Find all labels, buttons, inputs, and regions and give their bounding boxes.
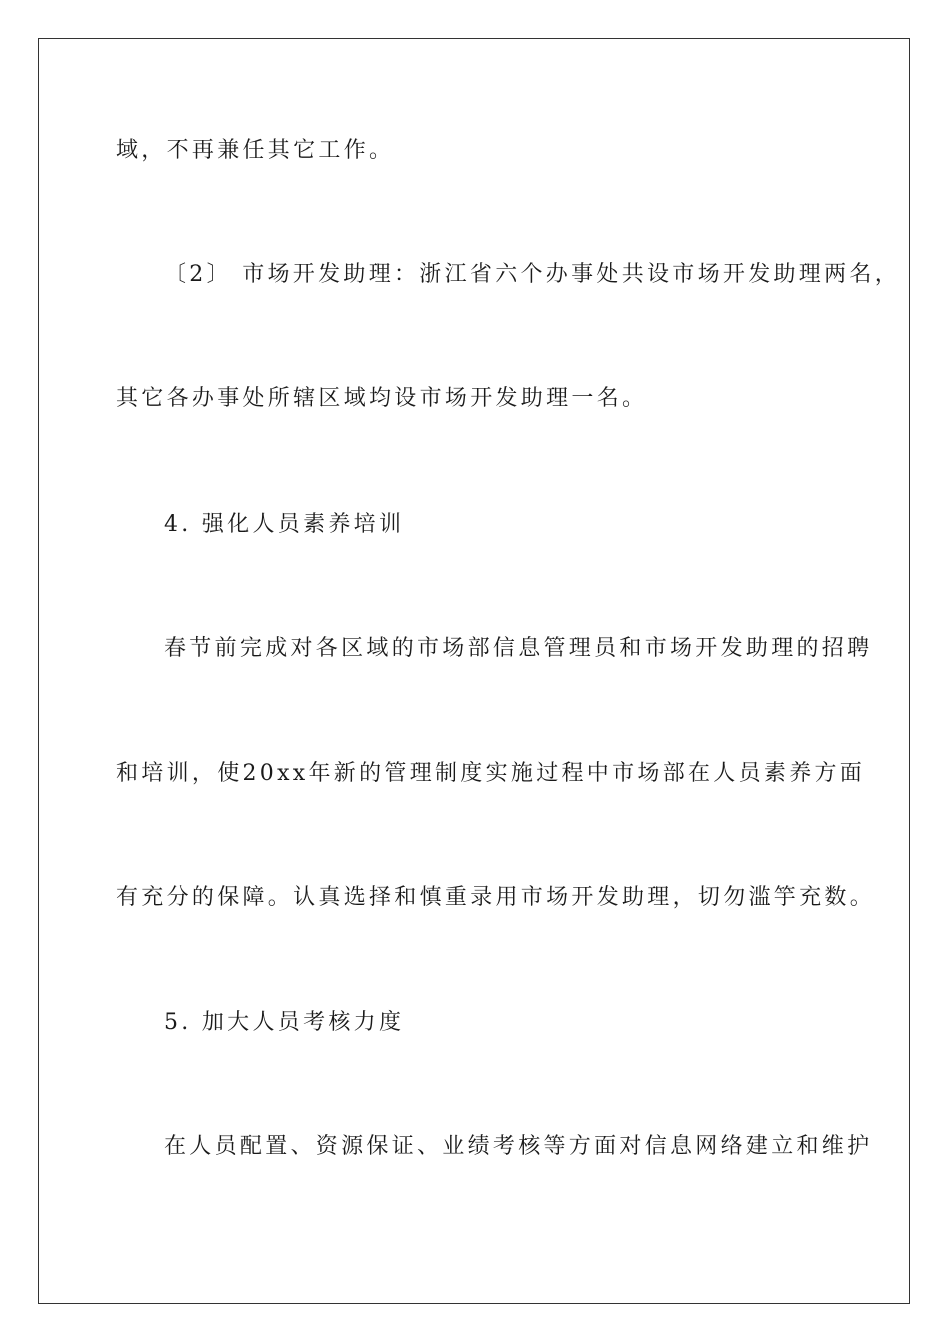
paragraph-line: 和培训，使20xx年新的管理制度实施过程中市场部在人员素养方面 [116, 761, 866, 786]
page-border [38, 38, 910, 1304]
paragraph-line: 在人员配置、资源保证、业绩考核等方面对信息网络建立和维护 [164, 1134, 873, 1159]
paragraph-line: 春节前完成对各区域的市场部信息管理员和市场开发助理的招聘 [164, 636, 873, 661]
paragraph-line: 〔2〕 市场开发助理：浙江省六个办事处共设市场开发助理两名， [164, 262, 900, 287]
paragraph-line: 有充分的保障。认真选择和慎重录用市场开发助理，切勿滥竽充数。 [116, 885, 876, 910]
section-heading: 4. 强化人员素养培训 [164, 512, 405, 537]
section-heading: 5. 加大人员考核力度 [164, 1010, 405, 1035]
paragraph-line: 域，不再兼任其它工作。 [116, 138, 395, 163]
paragraph-line: 其它各办事处所辖区域均设市场开发助理一名。 [116, 386, 648, 411]
